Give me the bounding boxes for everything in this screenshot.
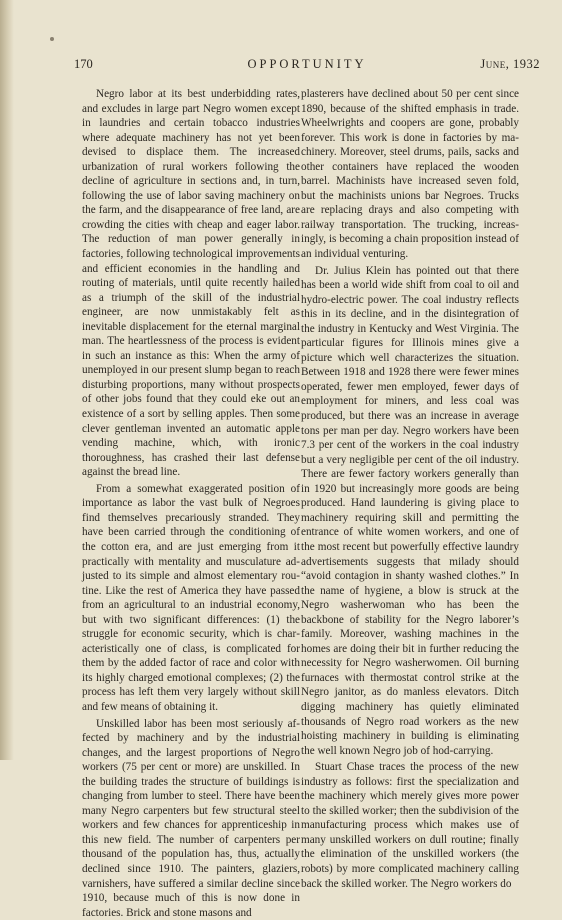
paragraph: Dr. Julius Klein has pointed out that there has been a world wide shift from coal to oil and hydro-electric power. The coal industry reflects this in its decline, and in the disintegration of the industry in Kentucky and West Virginia. The particular figures for Illinois mines give a picture which well characterizes the situation. Between 1918 and 1928 there were fewer mines operated, fewer men employed, fewer days of employment for miners, and less coal was produced, but there was an increase in average tons per man per day. Negro workers have been 7.3 per cent of the workers in the coal industry but a very negligible per cent of the oil industry. There are fewer factory workers generally than in 1920 but increasingly more goods are being produced. Hand laundering is giving place to machinery requiring skill and permitting the entrance of white women workers, and one of the most recent but powerfully effective laundry advertisements suggests that milady should “avoid contagion in shanty washed clothes.” In the name of hygiene, a blow is struck at the Negro washerwoman who has been the backbone of stability for the Negro laborer’s family. Moreover, washing machines in the homes are doing their bit in further reducing the necessity for Negro washerwomen. Oil burning furnaces with thermostat control strike at the Negro janitor, as do manless elevators. Ditch digging machinery has quietly eliminated thousands of Negro road workers as the new hoisting machinery in building is eliminating the well known Negro job of hod-carrying.: [301, 264, 519, 757]
page-number: 170: [74, 57, 93, 71]
running-header: [74, 57, 540, 73]
right-column: [301, 87, 519, 891]
paragraph: Negro labor at its best underbidding rates, and excludes in large part Negro women except in laundries and certain tobacco industries where adequate machinery has not yet been devised to displace them. The increased urbanization of rural workers following the decline of agriculture in sections and, in turn, following the use of labor saving machinery on the farm, and the disappearance of free land, are crowding the cities with cheap and eager labor. The reduction of man power generally in factories, following technological improvements and efficient economies in the handling and routing of materials, until quite recently hailed as a triumph of the skill of the industrial engineer, are now unmistakably felt as inevitable displacement for the eternal marginal man. The heartlessness of the process is evident in such an instance as this: When the army of unemployed in our present slump began to reach disturbing proportions, many without prospects of other jobs found that they could eke out an existence of a sort by selling apples. Then some clever gentleman invented an automatic apple vending machine, which, with ironic thoroughness, has crashed their last defense against the bread line.: [82, 88, 300, 479]
left-column: [82, 87, 300, 920]
page-binding-edge: [0, 0, 14, 760]
paragraph: From a somewhat exaggerated position of importance as labor the vast bulk of Negroes find themselves precariously stranded. They have been carried through the conditioning of the cotton era, and are just emerging from it practically with mentality and musculature adjusted to its simple and almost elementary routine. Like the rest of America they have passed from an agricultural to an industrial economy, but with two significant differences: (1) the struggle for economic security, which is characteristically one of class, is complicated for them by the added factor of race and color with its highly charged emotional complexes; (2) the process has left them very largely without skill and few means of obtaining it.: [82, 482, 300, 713]
paragraph-continued: plasterers have declined about 50 per cent since 1890, because of the shifted emphasis in trade. Wheelwrights and coopers are gone, probably forever. This work is done in factories by machinery. Moreover, steel drums, pails, sacks and other containers have replaced the wooden barrel. Machinists have increased seven fold, but the machinists unions bar Negroes. Trucks are replacing drays and also competing with railway transportation. The trucking, increasingly, is becoming a chain proposition instead of an individual venturing.: [301, 88, 519, 261]
issue-date: June, 1932: [480, 57, 540, 71]
paragraph: Unskilled labor has been most seriously affected by machinery and by the industrial changes, and the largest proportions of Negro workers (75 per cent or more) are unskilled. In the building trades the structure of buildings is changing from lumber to steel. There have been many Negro carpenters but few structural steel workers and few chances for apprenticeship in this new field. The number of carpenters per thousand of the population has, thus, actually declined since 1910. The painters, glaziers, varnishers, have suffered a similar decline since 1910, because much of this is now done in factories. Brick and stone masons and: [82, 717, 300, 919]
binding-hole-mark: [50, 37, 54, 41]
journal-title: OPPORTUNITY: [247, 57, 367, 71]
paragraph: Stuart Chase traces the process of the new industry as follows: first the specialization and the machinery which merely gives more power to the skilled worker; then the subdivision of the manufacturing process which makes use of many unskilled workers on dull routine; finally the elimination of the unskilled workers (the robots) by more complicated machinery calling back the skilled worker. The Negro workers do: [301, 761, 519, 890]
